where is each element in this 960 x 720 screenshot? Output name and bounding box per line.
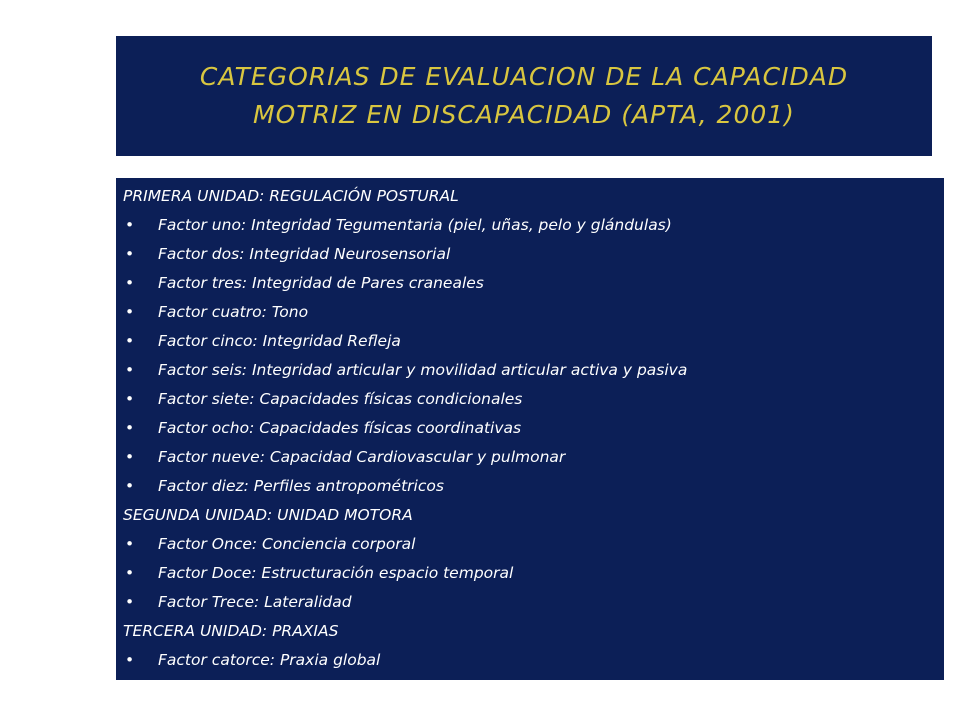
bullet-icon: • xyxy=(125,419,135,437)
list-item xyxy=(123,327,944,356)
content-box xyxy=(116,178,944,680)
bullet-icon: • xyxy=(125,390,135,408)
factor-text: Factor tres: Integridad de Pares craneales xyxy=(158,274,484,292)
list-item xyxy=(123,298,944,327)
factor-list-1 xyxy=(123,211,944,501)
list-item xyxy=(123,472,944,501)
factor-list-2 xyxy=(123,530,944,617)
list-item xyxy=(123,385,944,414)
title-line-2: MOTRIZ EN DISCAPACIDAD (APTA, 2001) xyxy=(253,100,795,129)
factor-text: Factor cinco: Integridad Refleja xyxy=(158,332,401,350)
unit-heading-1: PRIMERA UNIDAD: REGULACIÓN POSTURAL xyxy=(123,187,459,205)
factor-text: Factor siete: Capacidades físicas condicionales xyxy=(158,390,523,408)
factor-text: Factor catorce: Praxia global xyxy=(158,651,381,669)
factor-text: Factor Doce: Estructuración espacio temporal xyxy=(158,564,514,582)
factor-text: Factor cuatro: Tono xyxy=(158,303,309,321)
factor-text: Factor diez: Perfiles antropométricos xyxy=(158,477,444,495)
bullet-icon: • xyxy=(125,216,135,234)
factor-text: Factor ocho: Capacidades físicas coordinativas xyxy=(158,419,522,437)
bullet-icon: • xyxy=(125,332,135,350)
list-item xyxy=(123,356,944,385)
factor-list-3 xyxy=(123,646,944,675)
title-line-1: CATEGORIAS DE EVALUACION DE LA CAPACIDAD xyxy=(199,62,849,91)
unit-heading-2: SEGUNDA UNIDAD: UNIDAD MOTORA xyxy=(123,506,413,524)
factor-text: Factor seis: Integridad articular y movilidad articular activa y pasiva xyxy=(158,361,688,379)
list-item xyxy=(123,443,944,472)
bullet-icon: • xyxy=(125,651,135,669)
bullet-icon: • xyxy=(125,535,135,553)
bullet-icon: • xyxy=(125,477,135,495)
bullet-icon: • xyxy=(125,593,135,611)
list-item xyxy=(123,559,944,588)
title-box xyxy=(116,36,932,156)
bullet-icon: • xyxy=(125,361,135,379)
factor-text: Factor Once: Conciencia corporal xyxy=(158,535,416,553)
bullet-icon: • xyxy=(125,245,135,263)
bullet-icon: • xyxy=(125,274,135,292)
factor-text: Factor nueve: Capacidad Cardiovascular y pulmonar xyxy=(158,448,566,466)
list-item xyxy=(123,211,944,240)
list-item xyxy=(123,269,944,298)
factor-text: Factor Trece: Lateralidad xyxy=(158,593,352,611)
bullet-icon: • xyxy=(125,303,135,321)
list-item xyxy=(123,588,944,617)
list-item xyxy=(123,414,944,443)
bullet-icon: • xyxy=(125,448,135,466)
list-item xyxy=(123,530,944,559)
unit-heading-3: TERCERA UNIDAD: PRAXIAS xyxy=(123,622,339,640)
bullet-icon: • xyxy=(125,564,135,582)
list-item xyxy=(123,240,944,269)
list-item xyxy=(123,646,944,675)
factor-text: Factor uno: Integridad Tegumentaria (piel, uñas, pelo y glándulas) xyxy=(158,216,672,234)
factor-text: Factor dos: Integridad Neurosensorial xyxy=(158,245,451,263)
